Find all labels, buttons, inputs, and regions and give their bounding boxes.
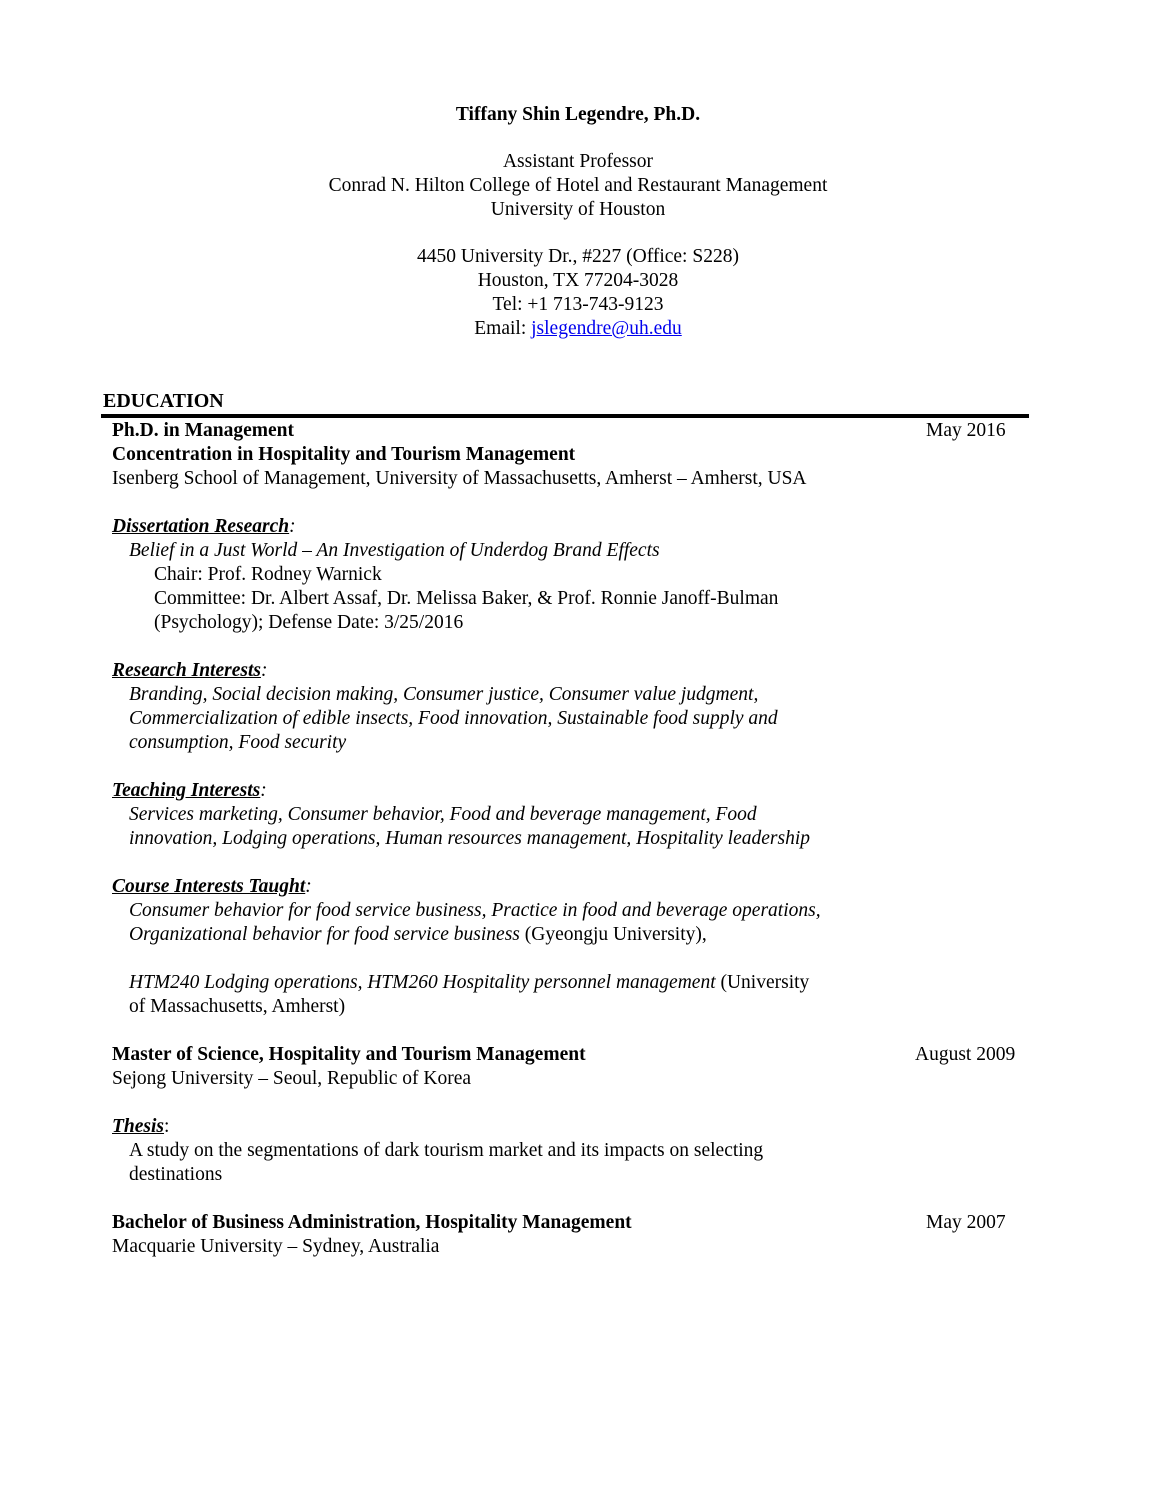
courses-line: of Massachusetts, Amherst) (129, 996, 346, 1017)
education-section (112, 419, 1032, 1259)
phd-institution: Isenberg School of Management, University of Massachusetts, Amherst – Amherst, USA (112, 468, 807, 489)
courses-label: Course Interests Taught (112, 876, 306, 897)
email-row (0, 317, 1156, 341)
university-name: University of Houston (490, 199, 666, 220)
dissertation-committee: Committee: Dr. Albert Assaf, Dr. Melissa Baker, & Prof. Ronnie Janoff-Bulman (154, 588, 779, 609)
email-link[interactable]: jslegendre@uh.edu (531, 318, 682, 339)
dissertation-label: Dissertation Research (112, 516, 290, 537)
dissertation-chair: Chair: Prof. Rodney Warnick (154, 564, 382, 585)
courses-line-italic: HTM240 Lodging operations, HTM260 Hospitality personnel management (129, 972, 716, 993)
courses-line-italic: Organizational behavior for food service business (129, 924, 520, 945)
research-heading: Research Interests: (112, 660, 268, 681)
dissertation-title: Belief in a Just World – An Investigation of Underdog Brand Effects (129, 540, 660, 561)
thesis-label: Thesis (112, 1116, 165, 1137)
dissertation-defense: (Psychology); Defense Date: 3/25/2016 (154, 612, 464, 633)
research-line: Commercialization of edible insects, Food innovation, Sustainable food supply and (129, 708, 778, 729)
ms-date: August 2009 (915, 1044, 1016, 1065)
teaching-heading: Teaching Interests: (112, 780, 267, 801)
job-title: Assistant Professor (502, 151, 654, 172)
phd-degree: Ph.D. in Management (112, 420, 294, 441)
thesis-heading: Thesis: (112, 1116, 170, 1137)
thesis-line: A study on the segmentations of dark tourism market and its impacts on selecting (129, 1140, 764, 1161)
thesis-line: destinations (129, 1164, 223, 1185)
education-heading: EDUCATION (103, 390, 224, 412)
address-line-1: 4450 University Dr., #227 (Office: S228) (417, 246, 739, 267)
ms-degree-row (112, 1043, 1032, 1067)
courses-line-plain: (University (715, 972, 810, 993)
courses-line: Consumer behavior for food service business, Practice in food and beverage operations, (129, 900, 821, 921)
teaching-label: Teaching Interests (112, 780, 261, 801)
courses-line-plain: (Gyeongju University), (519, 924, 707, 945)
dissertation-heading: Dissertation Research: (112, 516, 296, 537)
contact-header (0, 103, 1156, 341)
address-line-2: Houston, TX 77204-3028 (477, 270, 679, 291)
college-name: Conrad N. Hilton College of Hotel and Restaurant Management (328, 175, 828, 196)
teaching-line: Services marketing, Consumer behavior, Food and beverage management, Food (129, 804, 757, 825)
bba-institution: Macquarie University – Sydney, Australia (112, 1236, 440, 1257)
courses-heading: Course Interests Taught: (112, 876, 312, 897)
bba-date: May 2007 (926, 1212, 1006, 1233)
phd-degree-row (112, 419, 1032, 443)
telephone: Tel: +1 713-743-9123 (492, 294, 664, 315)
bba-degree-row (112, 1211, 1032, 1235)
ms-institution: Sejong University – Seoul, Republic of Korea (112, 1068, 472, 1089)
phd-concentration: Concentration in Hospitality and Tourism Management (112, 444, 576, 465)
person-name: Tiffany Shin Legendre, Ph.D. (455, 104, 701, 125)
teaching-line: innovation, Lodging operations, Human resources management, Hospitality leadership (129, 828, 811, 849)
ms-degree: Master of Science, Hospitality and Tourism Management (112, 1044, 586, 1065)
research-line: consumption, Food security (129, 732, 347, 753)
research-line: Branding, Social decision making, Consumer justice, Consumer value judgment, (129, 684, 759, 705)
phd-date: May 2016 (926, 420, 1006, 441)
email-label: Email: (474, 318, 532, 339)
research-label: Research Interests (112, 660, 261, 681)
section-divider (101, 414, 1029, 418)
bba-degree: Bachelor of Business Administration, Hospitality Management (112, 1212, 632, 1233)
courses-line (112, 971, 1032, 995)
courses-line (112, 923, 1032, 947)
